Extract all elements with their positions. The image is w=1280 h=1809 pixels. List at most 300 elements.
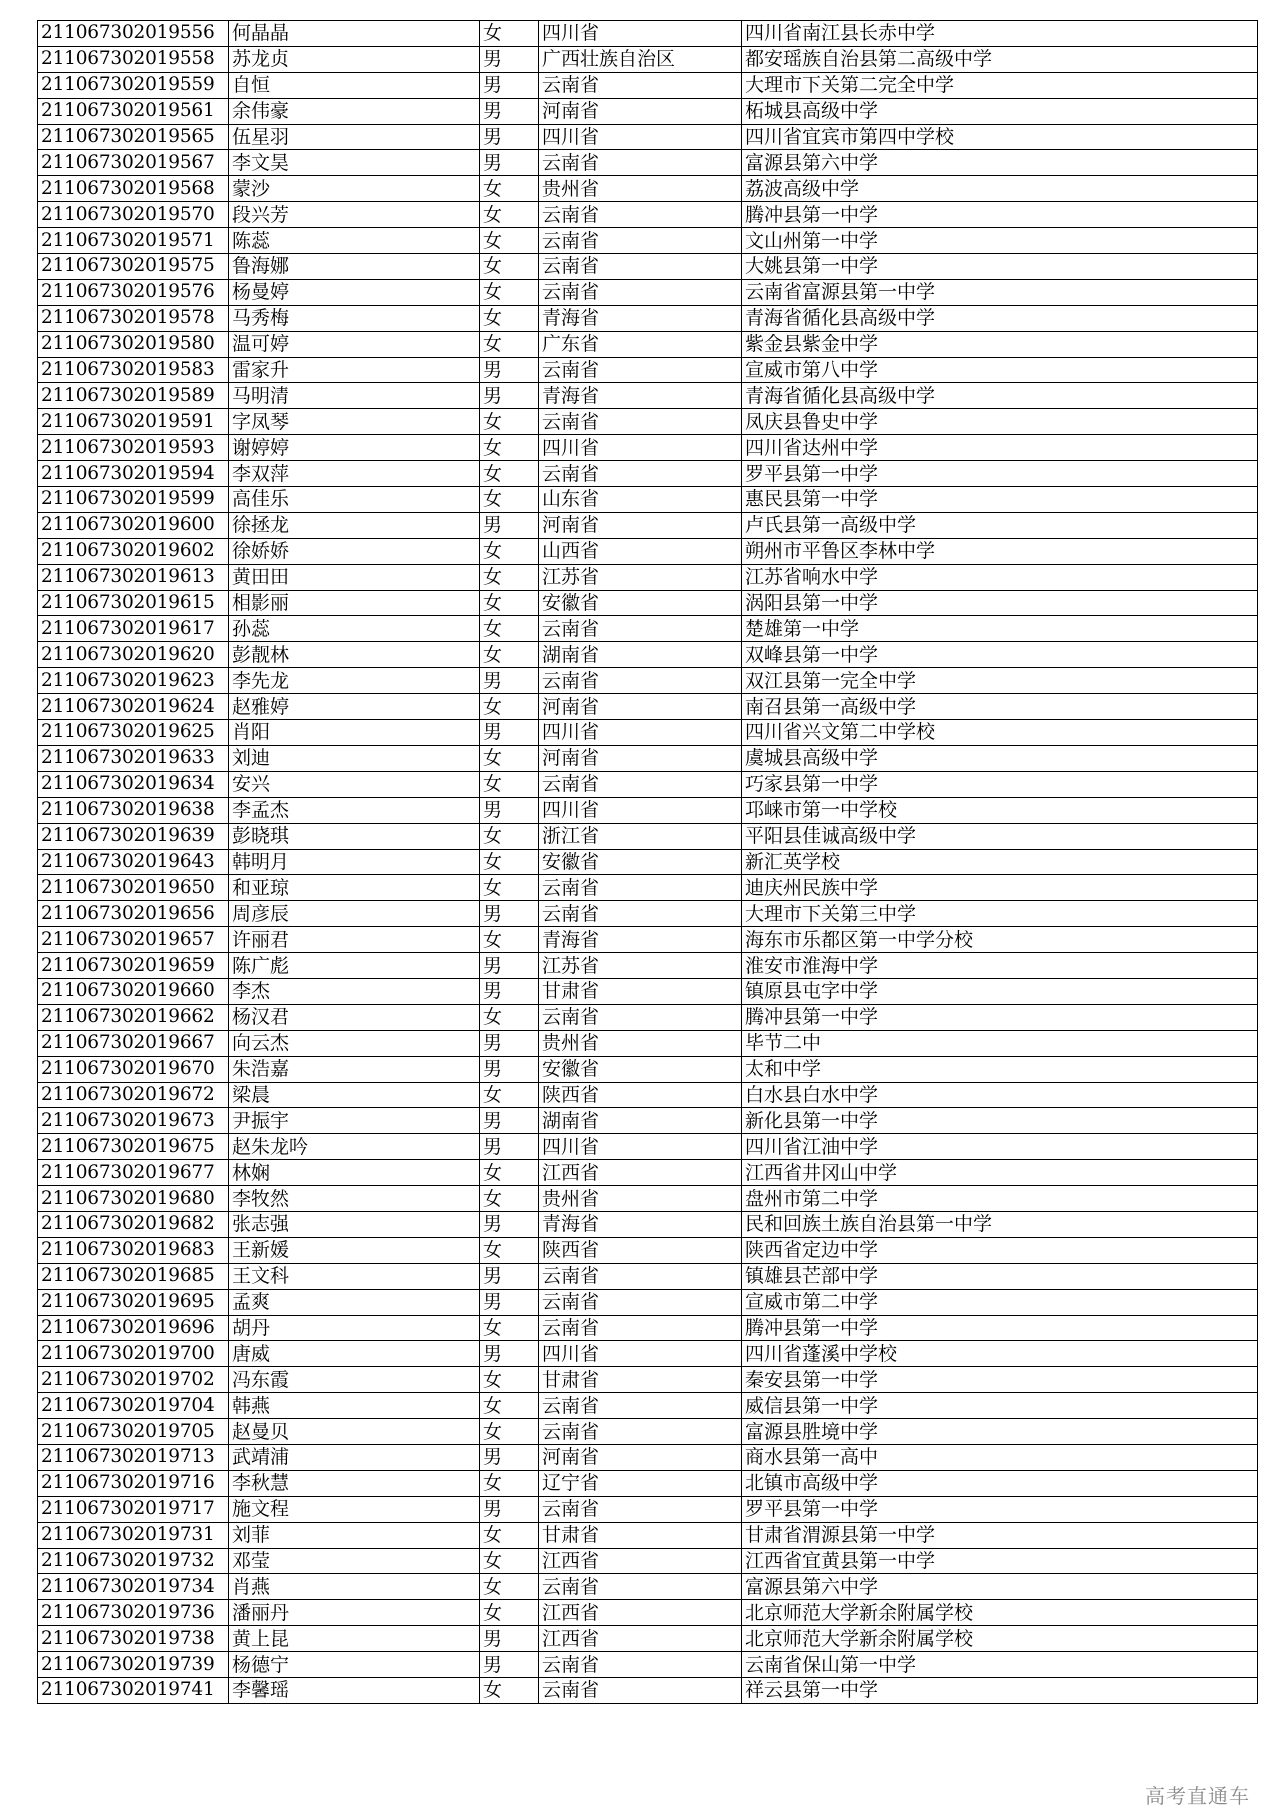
gender-cell: 女	[480, 1315, 539, 1341]
province-cell: 云南省	[539, 150, 742, 176]
province-cell: 安徽省	[539, 1056, 742, 1082]
table-row	[38, 1393, 1258, 1419]
name-cell: 韩明月	[229, 849, 480, 875]
table-row	[38, 1237, 1258, 1263]
province-cell: 山东省	[539, 487, 742, 513]
table-row	[38, 1134, 1258, 1160]
exam-id-cell: 211067302019731	[38, 1522, 229, 1548]
table-row	[38, 1496, 1258, 1522]
province-cell: 辽宁省	[539, 1470, 742, 1496]
school-cell: 四川省达州中学	[742, 435, 1258, 461]
name-cell: 徐拯龙	[229, 512, 480, 538]
gender-cell: 男	[480, 383, 539, 409]
table-row	[38, 279, 1258, 305]
name-cell: 李双萍	[229, 461, 480, 487]
exam-id-cell: 211067302019656	[38, 901, 229, 927]
school-cell: 北京师范大学新余附属学校	[742, 1600, 1258, 1626]
school-cell: 都安瑶族自治县第二高级中学	[742, 46, 1258, 72]
school-cell: 新汇英学校	[742, 849, 1258, 875]
province-cell: 云南省	[539, 771, 742, 797]
name-cell: 王文科	[229, 1263, 480, 1289]
school-cell: 四川省兴文第二中学校	[742, 720, 1258, 746]
exam-id-cell: 211067302019567	[38, 150, 229, 176]
province-cell: 安徽省	[539, 590, 742, 616]
province-cell: 云南省	[539, 901, 742, 927]
gender-cell: 女	[480, 1548, 539, 1574]
gender-cell: 女	[480, 694, 539, 720]
name-cell: 高佳乐	[229, 487, 480, 513]
school-cell: 富源县第六中学	[742, 1574, 1258, 1600]
gender-cell: 男	[480, 720, 539, 746]
exam-id-cell: 211067302019667	[38, 1030, 229, 1056]
province-cell: 四川省	[539, 21, 742, 47]
name-cell: 徐娇娇	[229, 538, 480, 564]
province-cell: 四川省	[539, 797, 742, 823]
school-cell: 新化县第一中学	[742, 1108, 1258, 1134]
province-cell: 江西省	[539, 1160, 742, 1186]
table-row	[38, 720, 1258, 746]
school-cell: 甘肃省渭源县第一中学	[742, 1522, 1258, 1548]
gender-cell: 女	[480, 849, 539, 875]
province-cell: 云南省	[539, 409, 742, 435]
province-cell: 青海省	[539, 383, 742, 409]
exam-id-cell: 211067302019620	[38, 642, 229, 668]
school-cell: 平阳县佳诚高级中学	[742, 823, 1258, 849]
school-cell: 荔波高级中学	[742, 176, 1258, 202]
gender-cell: 女	[480, 590, 539, 616]
province-cell: 云南省	[539, 875, 742, 901]
table-row	[38, 1315, 1258, 1341]
name-cell: 和亚琼	[229, 875, 480, 901]
province-cell: 云南省	[539, 72, 742, 98]
school-cell: 富源县胜境中学	[742, 1419, 1258, 1445]
school-cell: 镇雄县芒部中学	[742, 1263, 1258, 1289]
exam-id-cell: 211067302019613	[38, 564, 229, 590]
name-cell: 鲁海娜	[229, 254, 480, 280]
table-row	[38, 1626, 1258, 1652]
gender-cell: 女	[480, 305, 539, 331]
province-cell: 云南省	[539, 1496, 742, 1522]
school-cell: 青海省循化县高级中学	[742, 383, 1258, 409]
gender-cell: 女	[480, 1574, 539, 1600]
table-row	[38, 1367, 1258, 1393]
exam-id-cell: 211067302019558	[38, 46, 229, 72]
exam-id-cell: 211067302019713	[38, 1444, 229, 1470]
table-row	[38, 1004, 1258, 1030]
gender-cell: 女	[480, 176, 539, 202]
school-cell: 大理市下关第三中学	[742, 901, 1258, 927]
school-cell: 双峰县第一中学	[742, 642, 1258, 668]
exam-id-cell: 211067302019615	[38, 590, 229, 616]
exam-id-cell: 211067302019633	[38, 745, 229, 771]
table-row	[38, 1419, 1258, 1445]
name-cell: 施文程	[229, 1496, 480, 1522]
name-cell: 杨汉君	[229, 1004, 480, 1030]
province-cell: 江西省	[539, 1600, 742, 1626]
gender-cell: 女	[480, 1470, 539, 1496]
gender-cell: 女	[480, 279, 539, 305]
name-cell: 唐威	[229, 1341, 480, 1367]
gender-cell: 女	[480, 1419, 539, 1445]
province-cell: 甘肃省	[539, 1367, 742, 1393]
table-row	[38, 849, 1258, 875]
province-cell: 浙江省	[539, 823, 742, 849]
student-list-body	[38, 21, 1258, 1704]
table-row	[38, 512, 1258, 538]
province-cell: 江西省	[539, 1548, 742, 1574]
table-row	[38, 1678, 1258, 1704]
gender-cell: 男	[480, 357, 539, 383]
exam-id-cell: 211067302019639	[38, 823, 229, 849]
table-row	[38, 21, 1258, 47]
school-cell: 江西省井冈山中学	[742, 1160, 1258, 1186]
exam-id-cell: 211067302019677	[38, 1160, 229, 1186]
exam-id-cell: 211067302019570	[38, 202, 229, 228]
exam-id-cell: 211067302019736	[38, 1600, 229, 1626]
province-cell: 四川省	[539, 720, 742, 746]
exam-id-cell: 211067302019704	[38, 1393, 229, 1419]
province-cell: 陕西省	[539, 1237, 742, 1263]
table-row	[38, 1082, 1258, 1108]
gender-cell: 男	[480, 1030, 539, 1056]
table-row	[38, 1341, 1258, 1367]
gender-cell: 女	[480, 927, 539, 953]
province-cell: 陕西省	[539, 1082, 742, 1108]
gender-cell: 男	[480, 98, 539, 124]
province-cell: 云南省	[539, 1419, 742, 1445]
province-cell: 河南省	[539, 512, 742, 538]
name-cell: 李杰	[229, 978, 480, 1004]
exam-id-cell: 211067302019583	[38, 357, 229, 383]
name-cell: 张志强	[229, 1211, 480, 1237]
province-cell: 贵州省	[539, 1030, 742, 1056]
gender-cell: 女	[480, 771, 539, 797]
school-cell: 陕西省定边中学	[742, 1237, 1258, 1263]
exam-id-cell: 211067302019734	[38, 1574, 229, 1600]
table-row	[38, 98, 1258, 124]
table-row	[38, 150, 1258, 176]
province-cell: 江西省	[539, 1626, 742, 1652]
exam-id-cell: 211067302019575	[38, 254, 229, 280]
gender-cell: 女	[480, 538, 539, 564]
school-cell: 柘城县高级中学	[742, 98, 1258, 124]
table-row	[38, 564, 1258, 590]
table-row	[38, 409, 1258, 435]
name-cell: 孟爽	[229, 1289, 480, 1315]
exam-id-cell: 211067302019680	[38, 1186, 229, 1212]
province-cell: 云南省	[539, 1678, 742, 1704]
table-row	[38, 1289, 1258, 1315]
gender-cell: 女	[480, 202, 539, 228]
school-cell: 富源县第六中学	[742, 150, 1258, 176]
name-cell: 邓莹	[229, 1548, 480, 1574]
school-cell: 罗平县第一中学	[742, 461, 1258, 487]
gender-cell: 男	[480, 124, 539, 150]
table-row	[38, 642, 1258, 668]
name-cell: 伍星羽	[229, 124, 480, 150]
table-row	[38, 823, 1258, 849]
table-row	[38, 1548, 1258, 1574]
exam-id-cell: 211067302019643	[38, 849, 229, 875]
name-cell: 武靖浦	[229, 1444, 480, 1470]
table-row	[38, 176, 1258, 202]
table-row	[38, 435, 1258, 461]
table-row	[38, 668, 1258, 694]
province-cell: 云南省	[539, 279, 742, 305]
exam-id-cell: 211067302019625	[38, 720, 229, 746]
school-cell: 盘州市第二中学	[742, 1186, 1258, 1212]
province-cell: 四川省	[539, 1134, 742, 1160]
name-cell: 李孟杰	[229, 797, 480, 823]
exam-id-cell: 211067302019700	[38, 1341, 229, 1367]
province-cell: 云南省	[539, 202, 742, 228]
table-row	[38, 331, 1258, 357]
school-cell: 腾冲县第一中学	[742, 1315, 1258, 1341]
table-row	[38, 1056, 1258, 1082]
gender-cell: 女	[480, 409, 539, 435]
province-cell: 青海省	[539, 305, 742, 331]
province-cell: 云南省	[539, 254, 742, 280]
name-cell: 王新媛	[229, 1237, 480, 1263]
exam-id-cell: 211067302019739	[38, 1652, 229, 1678]
exam-id-cell: 211067302019589	[38, 383, 229, 409]
school-cell: 云南省保山第一中学	[742, 1652, 1258, 1678]
gender-cell: 男	[480, 1056, 539, 1082]
school-cell: 威信县第一中学	[742, 1393, 1258, 1419]
table-row	[38, 461, 1258, 487]
province-cell: 河南省	[539, 1444, 742, 1470]
exam-id-cell: 211067302019657	[38, 927, 229, 953]
name-cell: 马明清	[229, 383, 480, 409]
exam-id-cell: 211067302019650	[38, 875, 229, 901]
name-cell: 杨德宁	[229, 1652, 480, 1678]
name-cell: 周彦辰	[229, 901, 480, 927]
gender-cell: 女	[480, 487, 539, 513]
table-row	[38, 1186, 1258, 1212]
exam-id-cell: 211067302019568	[38, 176, 229, 202]
school-cell: 青海省循化县高级中学	[742, 305, 1258, 331]
gender-cell: 女	[480, 616, 539, 642]
province-cell: 江苏省	[539, 564, 742, 590]
table-row	[38, 1444, 1258, 1470]
name-cell: 赵朱龙吟	[229, 1134, 480, 1160]
school-cell: 淮安市淮海中学	[742, 953, 1258, 979]
gender-cell: 男	[480, 150, 539, 176]
exam-id-cell: 211067302019576	[38, 279, 229, 305]
school-cell: 四川省江油中学	[742, 1134, 1258, 1160]
exam-id-cell: 211067302019738	[38, 1626, 229, 1652]
school-cell: 涡阳县第一中学	[742, 590, 1258, 616]
exam-id-cell: 211067302019732	[38, 1548, 229, 1574]
exam-id-cell: 211067302019561	[38, 98, 229, 124]
name-cell: 雷家升	[229, 357, 480, 383]
school-cell: 紫金县紫金中学	[742, 331, 1258, 357]
school-cell: 南召县第一高级中学	[742, 694, 1258, 720]
exam-id-cell: 211067302019696	[38, 1315, 229, 1341]
school-cell: 凤庆县鲁史中学	[742, 409, 1258, 435]
province-cell: 河南省	[539, 745, 742, 771]
name-cell: 安兴	[229, 771, 480, 797]
name-cell: 孙蕊	[229, 616, 480, 642]
name-cell: 李牧然	[229, 1186, 480, 1212]
province-cell: 甘肃省	[539, 978, 742, 1004]
school-cell: 祥云县第一中学	[742, 1678, 1258, 1704]
exam-id-cell: 211067302019571	[38, 228, 229, 254]
name-cell: 彭靓林	[229, 642, 480, 668]
gender-cell: 男	[480, 901, 539, 927]
table-row	[38, 1108, 1258, 1134]
gender-cell: 女	[480, 1160, 539, 1186]
exam-id-cell: 211067302019705	[38, 1419, 229, 1445]
gender-cell: 男	[480, 512, 539, 538]
name-cell: 杨曼婷	[229, 279, 480, 305]
province-cell: 广东省	[539, 331, 742, 357]
province-cell: 云南省	[539, 1574, 742, 1600]
province-cell: 青海省	[539, 1211, 742, 1237]
province-cell: 江苏省	[539, 953, 742, 979]
gender-cell: 女	[480, 331, 539, 357]
watermark-text: 高考直通车	[1145, 1784, 1250, 1808]
name-cell: 胡丹	[229, 1315, 480, 1341]
name-cell: 相影丽	[229, 590, 480, 616]
province-cell: 四川省	[539, 1341, 742, 1367]
exam-id-cell: 211067302019594	[38, 461, 229, 487]
exam-id-cell: 211067302019685	[38, 1263, 229, 1289]
name-cell: 黄田田	[229, 564, 480, 590]
exam-id-cell: 211067302019683	[38, 1237, 229, 1263]
province-cell: 云南省	[539, 357, 742, 383]
name-cell: 刘菲	[229, 1522, 480, 1548]
table-row	[38, 487, 1258, 513]
gender-cell: 男	[480, 46, 539, 72]
province-cell: 云南省	[539, 1315, 742, 1341]
name-cell: 温可婷	[229, 331, 480, 357]
name-cell: 林娴	[229, 1160, 480, 1186]
province-cell: 广西壮族自治区	[539, 46, 742, 72]
name-cell: 自恒	[229, 72, 480, 98]
gender-cell: 女	[480, 1082, 539, 1108]
province-cell: 河南省	[539, 694, 742, 720]
gender-cell: 女	[480, 875, 539, 901]
province-cell: 云南省	[539, 1393, 742, 1419]
school-cell: 商水县第一高中	[742, 1444, 1258, 1470]
exam-id-cell: 211067302019634	[38, 771, 229, 797]
province-cell: 安徽省	[539, 849, 742, 875]
school-cell: 惠民县第一中学	[742, 487, 1258, 513]
exam-id-cell: 211067302019559	[38, 72, 229, 98]
name-cell: 潘丽丹	[229, 1600, 480, 1626]
table-row	[38, 978, 1258, 1004]
name-cell: 李文昊	[229, 150, 480, 176]
name-cell: 许丽君	[229, 927, 480, 953]
gender-cell: 男	[480, 1626, 539, 1652]
table-row	[38, 694, 1258, 720]
gender-cell: 男	[480, 1289, 539, 1315]
school-cell: 双江县第一完全中学	[742, 668, 1258, 694]
table-row	[38, 1263, 1258, 1289]
gender-cell: 男	[480, 668, 539, 694]
name-cell: 赵雅婷	[229, 694, 480, 720]
province-cell: 湖南省	[539, 1108, 742, 1134]
school-cell: 海东市乐都区第一中学分校	[742, 927, 1258, 953]
gender-cell: 女	[480, 745, 539, 771]
province-cell: 云南省	[539, 228, 742, 254]
table-row	[38, 953, 1258, 979]
name-cell: 冯东霞	[229, 1367, 480, 1393]
gender-cell: 男	[480, 72, 539, 98]
name-cell: 苏龙贞	[229, 46, 480, 72]
name-cell: 肖阳	[229, 720, 480, 746]
gender-cell: 男	[480, 1134, 539, 1160]
school-cell: 太和中学	[742, 1056, 1258, 1082]
gender-cell: 女	[480, 642, 539, 668]
gender-cell: 男	[480, 953, 539, 979]
name-cell: 李馨瑶	[229, 1678, 480, 1704]
province-cell: 云南省	[539, 1652, 742, 1678]
exam-id-cell: 211067302019593	[38, 435, 229, 461]
province-cell: 云南省	[539, 616, 742, 642]
table-row	[38, 357, 1258, 383]
name-cell: 肖燕	[229, 1574, 480, 1600]
gender-cell: 女	[480, 1600, 539, 1626]
province-cell: 云南省	[539, 1004, 742, 1030]
school-cell: 宣威市第八中学	[742, 357, 1258, 383]
gender-cell: 女	[480, 435, 539, 461]
school-cell: 镇原县屯字中学	[742, 978, 1258, 1004]
name-cell: 梁晨	[229, 1082, 480, 1108]
name-cell: 段兴芳	[229, 202, 480, 228]
table-row	[38, 1470, 1258, 1496]
exam-id-cell: 211067302019602	[38, 538, 229, 564]
gender-cell: 女	[480, 1237, 539, 1263]
exam-id-cell: 211067302019675	[38, 1134, 229, 1160]
gender-cell: 女	[480, 461, 539, 487]
exam-id-cell: 211067302019599	[38, 487, 229, 513]
school-cell: 迪庆州民族中学	[742, 875, 1258, 901]
table-row	[38, 1600, 1258, 1626]
table-row	[38, 305, 1258, 331]
table-row	[38, 616, 1258, 642]
table-row	[38, 254, 1258, 280]
table-row	[38, 383, 1258, 409]
gender-cell: 男	[480, 1444, 539, 1470]
province-cell: 贵州省	[539, 1186, 742, 1212]
table-row	[38, 1574, 1258, 1600]
table-row	[38, 745, 1258, 771]
exam-id-cell: 211067302019659	[38, 953, 229, 979]
province-cell: 湖南省	[539, 642, 742, 668]
school-cell: 北镇市高级中学	[742, 1470, 1258, 1496]
school-cell: 楚雄第一中学	[742, 616, 1258, 642]
gender-cell: 女	[480, 21, 539, 47]
gender-cell: 男	[480, 1263, 539, 1289]
province-cell: 甘肃省	[539, 1522, 742, 1548]
school-cell: 秦安县第一中学	[742, 1367, 1258, 1393]
exam-id-cell: 211067302019580	[38, 331, 229, 357]
gender-cell: 女	[480, 1678, 539, 1704]
exam-id-cell: 211067302019660	[38, 978, 229, 1004]
table-row	[38, 538, 1258, 564]
school-cell: 宣威市第二中学	[742, 1289, 1258, 1315]
school-cell: 腾冲县第一中学	[742, 202, 1258, 228]
name-cell: 余伟豪	[229, 98, 480, 124]
exam-id-cell: 211067302019717	[38, 1496, 229, 1522]
province-cell: 山西省	[539, 538, 742, 564]
exam-id-cell: 211067302019662	[38, 1004, 229, 1030]
exam-id-cell: 211067302019600	[38, 512, 229, 538]
gender-cell: 女	[480, 564, 539, 590]
school-cell: 民和回族土族自治县第一中学	[742, 1211, 1258, 1237]
